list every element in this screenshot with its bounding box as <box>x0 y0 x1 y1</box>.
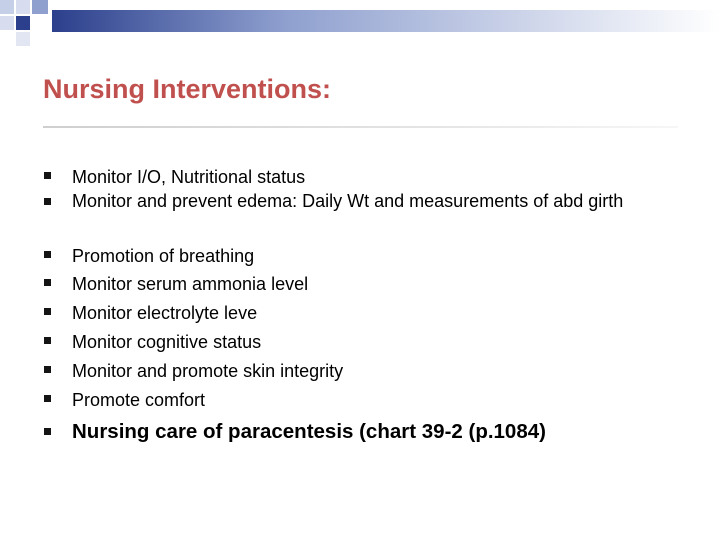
square-bullet-icon <box>44 395 51 402</box>
square-bullet-icon <box>44 172 51 179</box>
bullet-text: Monitor electrolyte leve <box>72 303 258 323</box>
bullet-text: Promotion of breathing <box>72 246 255 266</box>
slide-title: Nursing Interventions: <box>43 74 332 104</box>
bullet-text: Monitor serum ammonia level <box>72 274 309 294</box>
bullet-text-emphasis: Nursing care of paracentesis (chart 39-2 (p.1084) <box>72 420 546 443</box>
bullet-text: Monitor cognitive status <box>72 332 262 352</box>
square-bullet-icon <box>44 251 51 258</box>
bullet-text: Monitor I/O, Nutritional status <box>72 167 306 187</box>
square-bullet-icon <box>44 279 51 286</box>
square-bullet-icon <box>44 198 51 205</box>
square-bullet-icon <box>44 337 51 344</box>
bullet-text: Monitor and prevent edema: Daily Wt and measurements of abd girth <box>72 191 624 211</box>
square-bullet-icon <box>44 428 51 435</box>
square-bullet-icon <box>44 366 51 373</box>
square-bullet-icon <box>44 308 51 315</box>
bullet-text: Promote comfort <box>72 390 206 410</box>
bullet-text: Monitor and promote skin integrity <box>72 361 344 381</box>
